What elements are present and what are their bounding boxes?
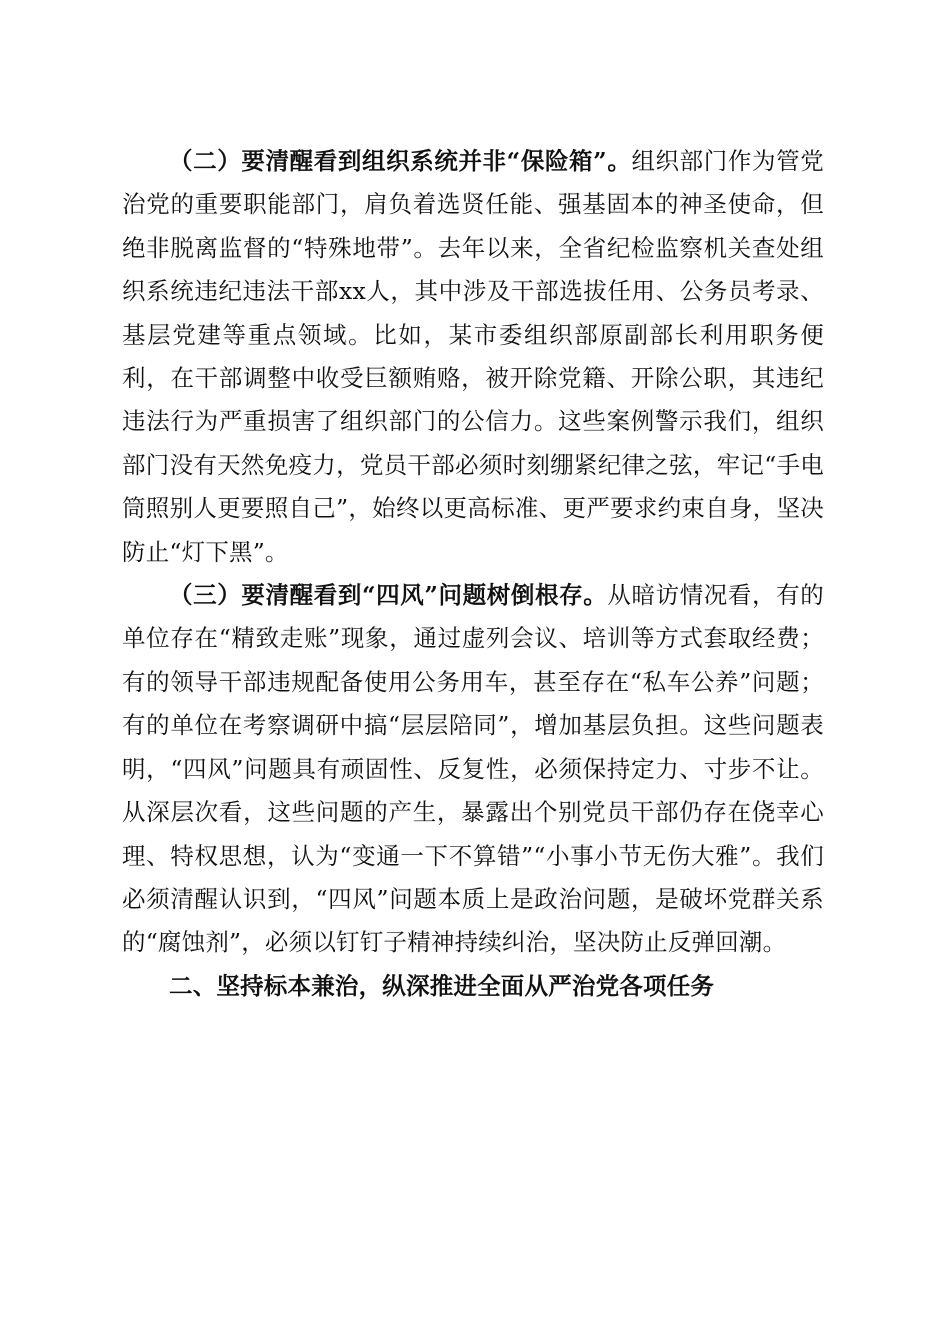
section-heading: 二、坚持标本兼治，纵深推进全面从严治党各项任务 (169, 971, 715, 1000)
paragraph-text: 从暗访情况看，有的单位存在“精致走账”现象，通过虚列会议、培训等方式套取经费；有的领导干部违规配备使用公务用车，甚至存在“私车公养”问题；有的单位在考察调研中搞“层层陪同”，增加基层负担。这些问题表明，“四风”问题具有顽固性、反复性，必须保持定力、寸步不让。从深层次看，这些问题的产生，暴露出个别党员干部仍存在侥幸心理、特权思想，认为“变通一下不算错”“小事小节无伤大雅”。我们必须清醒认识到，“四风”问题本质上是政治问题，是破坏党群关系的“腐蚀剂”，必须以钉钉子精神持续纠治，坚决防止反弹回潮。 (122, 581, 824, 957)
document-body (122, 140, 824, 1008)
paragraph-text: 组织部门作为管党治党的重要职能部门，肩负着选贤任能、强基固本的神圣使命，但绝非脱离监督的“特殊地带”。去年以来，全省纪检监察机关查处组织系统违纪违法干部xx人，其中涉及干部选拔任用、公务员考录、基层党建等重点领域。比如，某市委组织部原副部长利用职务便利，在干部调整中收受巨额贿赂，被开除党籍、开除公职，其违纪违法行为严重损害了组织部门的公信力。这些案例警示我们，组织部门没有天然免疫力，党员干部必须时刻绷紧纪律之弦，牢记“手电筒照别人更要照自己”，始终以更高标准、更严要求约束自身，坚决防止“灯下黑”。 (122, 147, 824, 566)
paragraph-organization-system (122, 140, 824, 574)
paragraph-lead: （二）要清醒看到组织系统并非“保险箱”。 (169, 147, 632, 175)
paragraph-four-winds (122, 574, 824, 965)
paragraph-lead: （三）要清醒看到“四风”问题树倒根存。 (169, 581, 608, 610)
